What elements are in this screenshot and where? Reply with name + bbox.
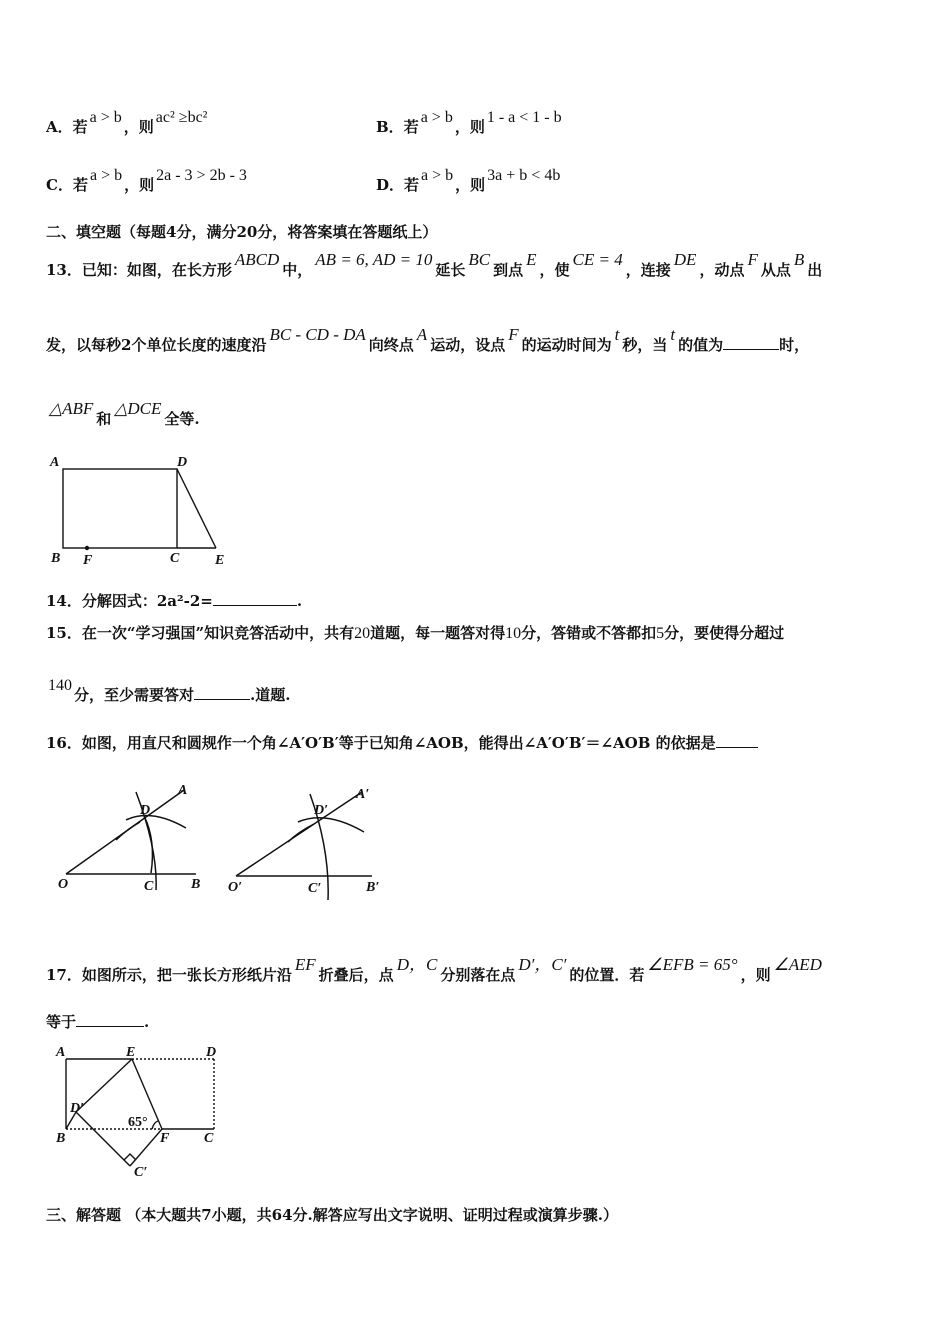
angle-label: 65° bbox=[128, 1115, 148, 1130]
label-c: C bbox=[144, 879, 154, 894]
point-f bbox=[85, 546, 89, 550]
label-b: B bbox=[191, 877, 201, 892]
label-e: E bbox=[126, 1045, 136, 1060]
q16: 16．如图，用直尺和圆规作一个角∠A′O′B′等于已知角∠AOB，能得出∠A′O′B′＝∠AOB 的依据是 bbox=[46, 732, 758, 753]
q16-figure-1 bbox=[56, 780, 216, 900]
q16-answer-blank bbox=[716, 735, 758, 748]
label-a: A bbox=[50, 455, 60, 470]
segment-de bbox=[177, 469, 216, 548]
q13-answer-blank bbox=[723, 337, 779, 350]
q17-answer-blank bbox=[76, 1014, 144, 1027]
option-d: D．若a > b，则3a + b < 4b bbox=[376, 167, 561, 194]
q17-line1: 17．如图所示，把一张长方形纸片沿EF折叠后，点D，C分别落在点D′，C′的位置．若∠EFB = 65°，则∠AED bbox=[46, 955, 822, 984]
q16-figure-2 bbox=[226, 780, 396, 910]
label-f: F bbox=[83, 553, 93, 568]
option-c: C．若a > b，则2a - 3 > 2b - 3 bbox=[46, 167, 247, 194]
label-o: O bbox=[58, 877, 69, 892]
label-e: E bbox=[215, 553, 225, 568]
q15-line1: 15．在一次“学习强国”知识竞答活动中，共有20道题，每一题答对得10分，答错或不答都扣5分，要使得分超过 bbox=[46, 624, 785, 642]
label-d: D bbox=[140, 803, 151, 818]
label-a: A bbox=[56, 1045, 66, 1060]
q14-answer-blank bbox=[213, 593, 297, 606]
q13-line1: 13．已知：如图，在长方形ABCD中，AB = 6, AD = 10延长BC到点E，使CE = 4，连接DE，动点F从点B出 bbox=[46, 250, 823, 279]
q13-line2: 发，以每秒2个单位长度的速度沿BC - CD - DA向终点A运动，设点F的运动时间为t秒，当t的值为 时， bbox=[46, 325, 810, 354]
label-b: B bbox=[51, 551, 61, 566]
option-a: A．若a > b，则ac² ≥bc² bbox=[46, 109, 208, 136]
section-2-title: 二、填空题（每题4分，满分20分，将答案填在答题纸上） bbox=[46, 223, 438, 241]
label-a-prime: A′ bbox=[356, 787, 370, 802]
q15-line2: 140分，至少需要答对 .道题. bbox=[48, 677, 291, 704]
q17-figure bbox=[48, 1042, 238, 1182]
q17-line2: 等于 . bbox=[46, 1013, 150, 1031]
q13-line3: △ABF和△DCE全等. bbox=[49, 399, 200, 428]
q15-answer-blank bbox=[194, 687, 250, 700]
label-d: D bbox=[177, 455, 188, 470]
label-b-prime: B′ bbox=[366, 880, 380, 895]
label-c-prime: C′ bbox=[308, 881, 322, 896]
label-b: B bbox=[56, 1131, 66, 1146]
label-d: D bbox=[206, 1045, 217, 1060]
label-d-prime: D′ bbox=[314, 803, 329, 818]
option-b: B．若a > b，则1 - a < 1 - b bbox=[376, 109, 562, 136]
label-c: C bbox=[170, 551, 180, 566]
q13-figure bbox=[46, 452, 246, 572]
label-f: F bbox=[160, 1131, 170, 1146]
label-c-prime: C′ bbox=[134, 1165, 148, 1180]
label-o-prime: O′ bbox=[228, 880, 243, 895]
label-a: A bbox=[178, 783, 188, 798]
q14: 14．分解因式：2a²-2= . bbox=[46, 592, 303, 610]
rectangle-abcd bbox=[63, 469, 177, 548]
section-3-title: 三、解答题 （本大题共7小题，共64分.解答应写出文字说明、证明过程或演算步骤.） bbox=[46, 1206, 618, 1224]
label-d-prime: D′ bbox=[70, 1101, 85, 1116]
label-c: C bbox=[204, 1131, 214, 1146]
